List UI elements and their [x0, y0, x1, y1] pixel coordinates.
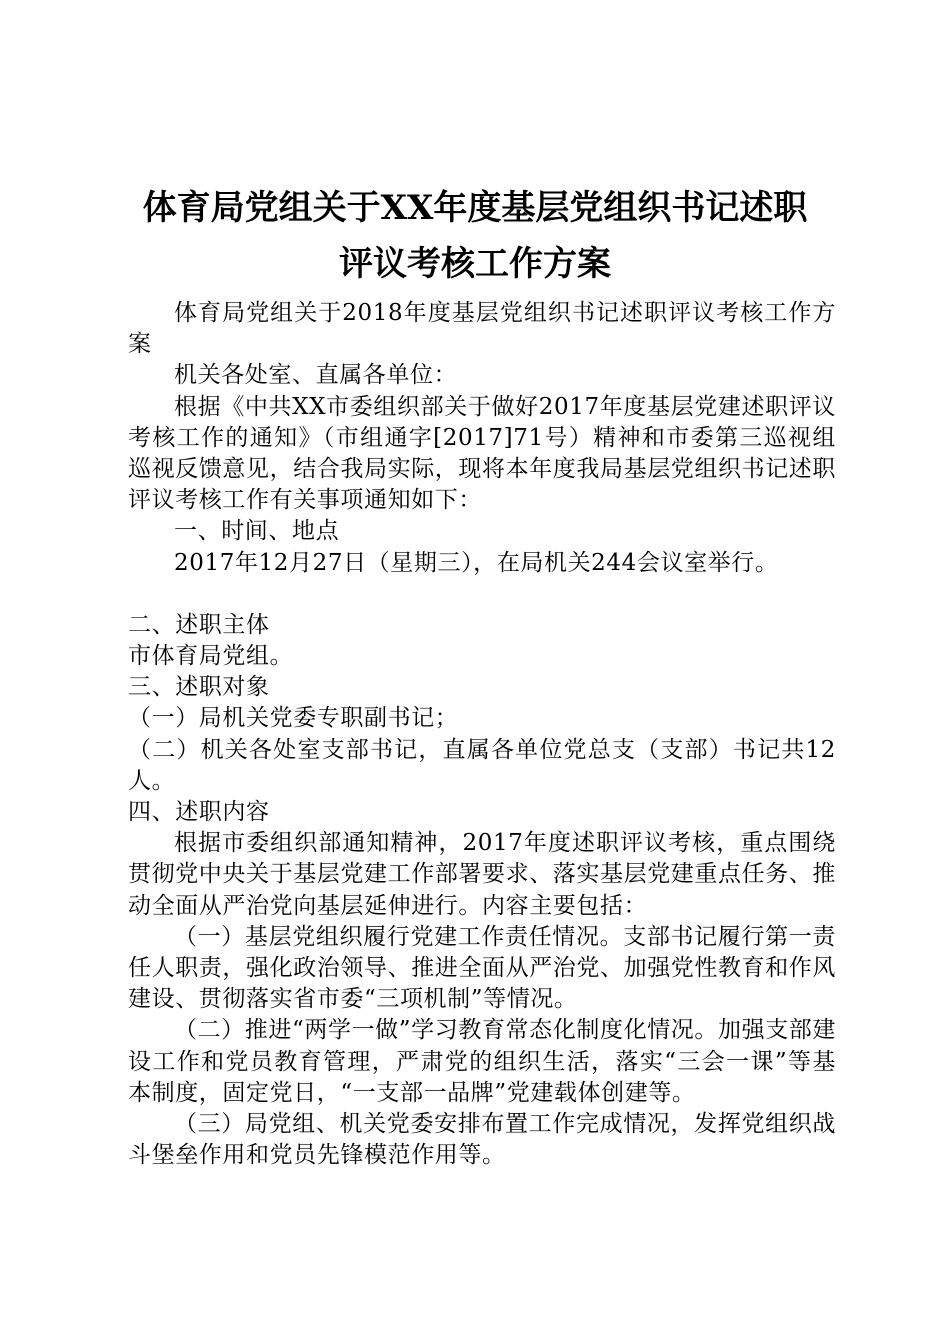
section-heading-subject: 二、述职主体 — [128, 611, 270, 638]
intro-paragraph: 根据《中共XX市委组织部关于做好2017年度基层党建述职评议考核工作的通知》（市组通字[2017]71号）精神和市委第三巡视组巡视反馈意见，结合我局实际，现将本年度我局基层党组织书记述职评议考核工作有关事项通知如下： — [128, 393, 836, 514]
content-item-3: （三）局党组、机关党委安排布置工作完成情况，发挥党组织战斗堡垒作用和党员先锋模范作用等。 — [128, 1111, 836, 1169]
time-place-text: 2017年12月27日（星期三），在局机关244会议室举行。 — [174, 549, 779, 576]
document-title-line-2: 评议考核工作方案 — [339, 244, 611, 284]
subtitle-paragraph: 体育局党组关于2018年度基层党组织书记述职评议考核工作方案 — [128, 300, 836, 358]
content-item-2: （二）推进“两学一做”学习教育常态化制度化情况。加强支部建设工作和党员教育管理，严肃党的组织生活，落实“三会一课”等基本制度，固定党日，“一支部一品牌”党建载体创建等。 — [128, 1017, 836, 1106]
target-item-2: （二）机关各处室支部书记，直属各单位党总支（支部）书记共12人。 — [128, 736, 836, 794]
content-item-1: （一）基层党组织履行党建工作责任情况。支部书记履行第一责任人职责，强化政治领导、推进全面从严治党、加强党性教育和作风建设、贯彻落实省市委“三项机制”等情况。 — [128, 923, 836, 1013]
content-intro: 根据市委组织部通知精神，2017年度述职评议考核，重点围绕贯彻党中央关于基层党建工作部署要求、落实基层党建重点任务、推动全面从严治党向基层延伸进行。内容主要包括： — [128, 830, 836, 919]
document-title-line-1: 体育局党组关于XX年度基层党组织书记述职 — [142, 188, 808, 228]
section-heading-targets: 三、述职对象 — [128, 674, 270, 701]
subject-text: 市体育局党组。 — [128, 643, 294, 670]
section-heading-time-place: 一、时间、地点 — [174, 518, 340, 545]
target-item-1: （一）局机关党委专职副书记； — [128, 705, 459, 732]
section-heading-content: 四、述职内容 — [128, 799, 270, 826]
salutation: 机关各处室、直属各单位： — [174, 362, 458, 389]
document-body — [128, 298, 836, 1171]
